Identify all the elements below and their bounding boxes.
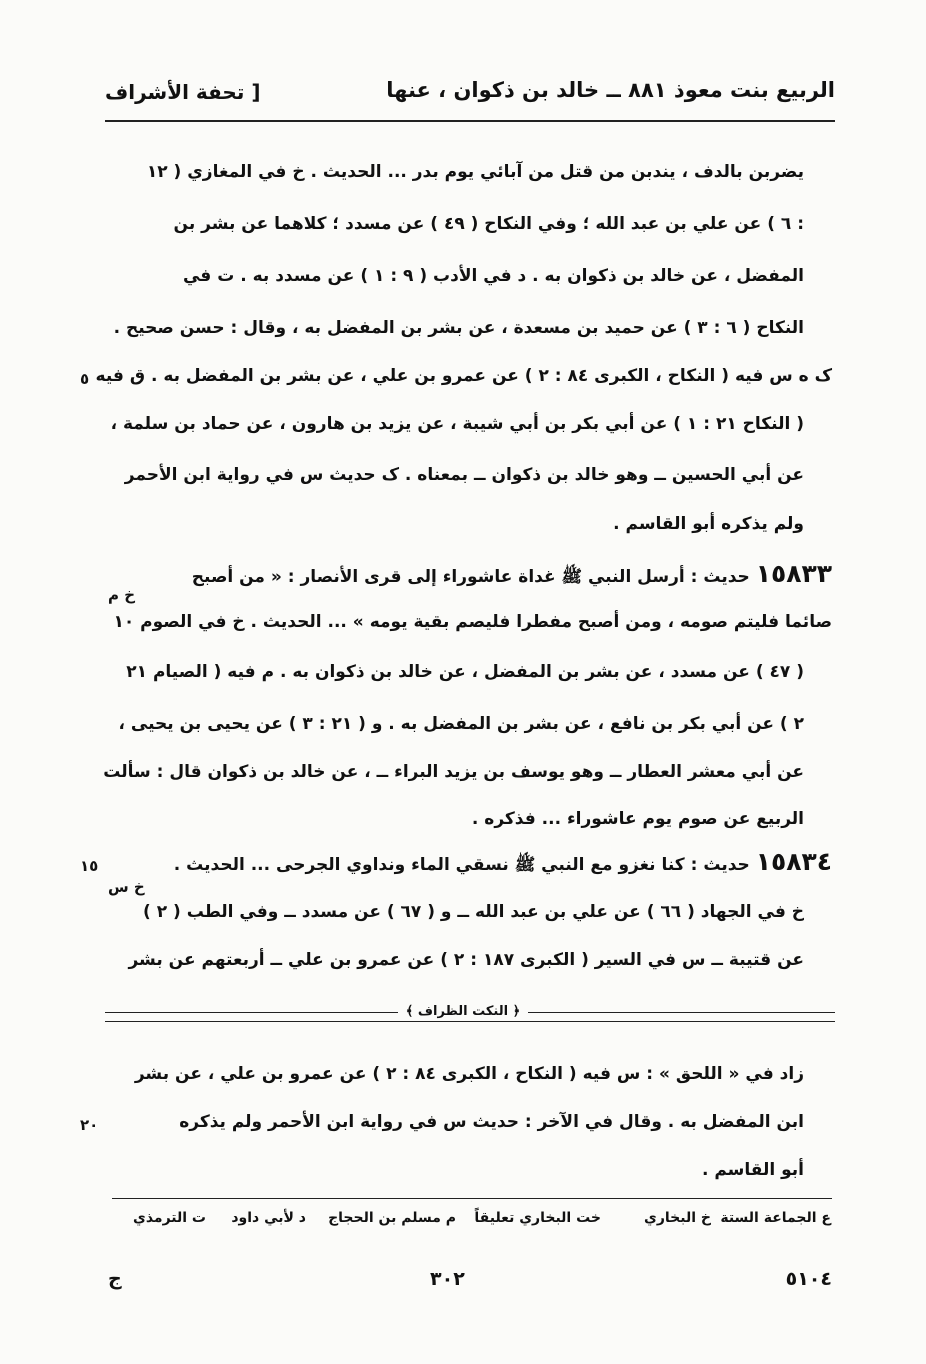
page-number: ٣٠٢ [430, 1268, 465, 1290]
abbreviation-key: ع الجماعة الستة [720, 1210, 831, 1226]
header-book-title: [ تحفة الأشراف [105, 80, 261, 104]
header-rule [105, 120, 835, 122]
hadith-sigla: خ س [108, 878, 145, 896]
margin-line-number: ٢٠ [80, 1116, 99, 1134]
hadith-sigla: خ م [108, 586, 136, 604]
abbreviation-key: خ البخاري [644, 1210, 711, 1226]
abbreviation-key: ت الترمذي [132, 1210, 206, 1226]
text-line: عن أبي الحسين ــ وهو خالد بن ذكوان ــ بمعناه . ک حديث س في رواية ابن الأحمر [124, 465, 804, 485]
text-line: عن قتيبة ــ س في السير ( الكبرى ١٨٧ : ٢ ) عن عمرو بن علي ــ أربعتهم عن بشر [128, 950, 804, 970]
hadith-text: حديث : أرسل النبي ﷺ غداة عاشوراء إلى قرى الأنصار : « من أصبح [191, 567, 750, 587]
abbreviation-key: خت البخاري تعليقاً [474, 1210, 601, 1226]
text-line: ( النكاح ٢١ : ١ ) عن أبي بكر بن أبي شيبة ، عن يزيد بن هارون ، عن حماد بن سلمة ، [110, 414, 804, 434]
text-line: زاد في « اللحق » : س فيه ( النكاح ، الكبرى ٨٤ : ٢ ) عن عمرو بن علي ، عن بشر [134, 1064, 804, 1084]
hadith-text: حديث : كنا نغزو مع النبي ﷺ نسقي الماء ونداوي الجرحى ... الحديث . [173, 855, 750, 875]
margin-line-number: ١٥ [80, 857, 99, 875]
text-line: : ٦ ) عن علي بن عبد الله ؛ وفي النكاح ( ٤٩ ) عن مسدد ؛ كلاهما عن بشر بن [173, 214, 804, 234]
text-line: يضربن بالدف ، يندبن من قتل من آبائي يوم بدر ... الحديث . خ في المغازي ( ١٢ [146, 162, 804, 182]
text-line: صائما فليتم صومه ، ومن أصبح مفطرا فليصم بقية يومه » ... الحديث . خ في الصوم ١٠ [113, 612, 832, 632]
text-line: الربيع عن صوم يوم عاشوراء ... فذكره . [471, 809, 804, 829]
text-line: خ في الجهاد ( ٦٦ ) عن علي بن عبد الله ــ و ( ٦٧ ) عن مسدد ــ وفي الطب ( ٢ ) [143, 902, 804, 922]
text-line: النكاح ( ٦ : ٣ ) عن حميد بن مسعدة ، عن بشر بن المفضل به ، وقال : حسن صحيح . [113, 318, 804, 338]
running-header [105, 78, 835, 114]
header-title: الربيع بنت معوذ ٨٨١ ــ خالد بن ذكوان ، عنها [386, 78, 835, 102]
text-line: ولم يذكره أبو القاسم . [613, 514, 804, 534]
margin-line-number: ٥ [80, 370, 90, 388]
text-line: المفضل ، عن خالد بن ذكوان به . د في الأدب ( ٩ : ١ ) عن مسدد به . ت في [182, 266, 804, 286]
abbreviation-key: د لأبي داود [231, 1210, 306, 1226]
text-line: ٢ ) عن أبي بكر بن نافع ، عن بشر بن المفضل به . و ( ٢١ : ٣ ) عن يحيى بن يحيى ، [118, 714, 804, 734]
hadith-number: ١٥٨٣٣ [755, 559, 832, 588]
text-line: أبو القاسم . [701, 1160, 804, 1180]
text-line: عن أبي معشر العطار ــ وهو يوسف بن يزيد البراء ــ ، عن خالد بن ذكوان قال : سألت [103, 762, 804, 782]
abbreviation-key: م مسلم بن الحجاج [328, 1210, 456, 1226]
text-line: ابن المفضل به . وقال في الآخر : حديث س في رواية ابن الأحمر ولم يذكره [179, 1112, 804, 1132]
hadith-number: ١٥٨٣٤ [755, 847, 832, 876]
text-line: ک ه س فيه ( النكاح ، الكبرى ٨٤ : ٢ ) عن عمرو بن علي ، عن بشر بن المفضل به . ق فيه [95, 366, 832, 386]
hadith-15833-line [192, 560, 832, 591]
section-divider-label: ﴿ النكت الظراف ﴾ [0, 1004, 926, 1019]
footer-rule [112, 1198, 832, 1199]
volume-mark: ج [108, 1268, 122, 1290]
hadith-15834-line [174, 848, 832, 879]
hadith-range-number: ٥١٠٤ [785, 1268, 832, 1290]
text-line: ( ٤٧ ) عن مسدد ، عن بشر بن المفضل ، عن خالد بن ذكوان به . م فيه ( الصيام ٢١ [126, 662, 804, 682]
